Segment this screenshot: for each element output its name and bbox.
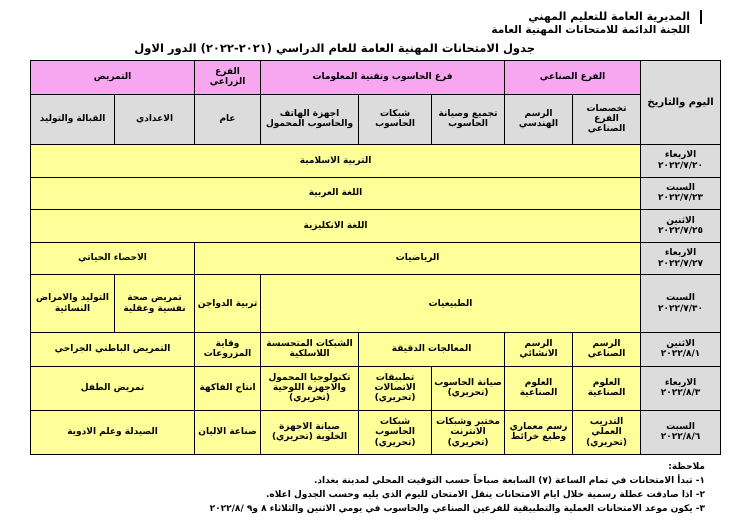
row-day-date (641, 333, 721, 367)
row-day: الاربعاء (664, 248, 697, 259)
row-date: ٢٠٢٢/٨/٦ (660, 432, 701, 443)
table-row (31, 210, 721, 243)
notes-section (210, 460, 705, 516)
exam-subject: الرياضيات (195, 242, 641, 275)
day-date-header: اليوم والتاريخ (641, 61, 721, 145)
table-row (31, 242, 721, 275)
row-date: ٢٠٢٢/٧/٣٠ (658, 303, 704, 314)
row-date: ٢٠٢٢/٨/٣ (660, 388, 701, 399)
subbranch-header-row (31, 94, 721, 144)
exam-subject-computer-assembly: مختبر وشبكات الانترنت (تحريري) (432, 410, 505, 454)
row-day-date (641, 275, 721, 333)
exam-subject-engineering-drawing: الرسم الانشائي (505, 333, 573, 367)
exam-subject: اللغة الانكليزية (31, 210, 641, 243)
directorate-name: المديرية العامة للتعليم المهني (528, 10, 690, 23)
exam-subject-nursing: تمريض الطفل (31, 366, 195, 410)
schedule-table (30, 60, 721, 455)
row-day: الاربعاء (664, 377, 697, 388)
nursing-branch-header: التمريض (31, 61, 195, 95)
row-day: الاثنين (666, 215, 695, 226)
exam-subject-engineering-drawing: العلوم الصناعية (505, 366, 573, 410)
row-date: ٢٠٢٢/٧/٢٥ (658, 225, 704, 236)
exam-subject-industrial-specs: التدريب العملي (تحريري) (573, 410, 641, 454)
row-day-date (641, 177, 721, 210)
note-2: ٢- اذا صادفت عطلة رسمية خلال ايام الامتحانات ينقل الامتحان لليوم الذي يليه وحسب الجدول اعلاه. (266, 490, 705, 500)
row-day-date (641, 145, 721, 178)
exam-subject-engineering-drawing: رسم معماري وطبع خرائط (505, 410, 573, 454)
row-date: ٢٠٢٢/٧/٢٧ (658, 258, 704, 269)
note-3: ٣- يكون موعد الامتحانات العملية والتطبيقية للفرعين الصناعي والحاسوب في يومي الاثنين والثلاثاء ٨ و٩ /٢٠٢٢/٨ (209, 504, 705, 514)
row-date: ٢٠٢٢/٨/١ (660, 349, 701, 360)
table-row (31, 333, 721, 367)
exam-subject-agri: انتاج الفاكهة (195, 366, 261, 410)
exam-subject-phones: الشبكات المتحسسة اللاسلكية (261, 333, 359, 367)
committee-name: اللجنة الدائمة للامتحانات المهنية العامة (491, 24, 690, 36)
exam-subject-computer-networks: تطبيقات الاتصالات (تحريري) (359, 366, 432, 410)
exam-subject: الطبيعيات (261, 275, 641, 333)
row-day: السبت (666, 293, 695, 304)
row-day-date (641, 366, 721, 410)
sub-computer-networks: شبكات الحاسوب (359, 94, 432, 144)
table-row (31, 366, 721, 410)
corner-mark (700, 10, 702, 24)
row-day: السبت (666, 422, 695, 433)
exam-subject-nursing: التمريض الباطني الجراحي (31, 333, 195, 367)
exam-subject-industrial-specs: الرسم الصناعي (573, 333, 641, 367)
row-day-date (641, 242, 721, 275)
exam-subject: التربية الاسلامية (31, 145, 641, 178)
exam-subject-computer-networks: شبكات الحاسوب (تحريري) (359, 410, 432, 454)
sub-computer-assembly: تجميع وصيانة الحاسوب (432, 94, 505, 144)
exam-subject-agri: صناعة الالبان (195, 410, 261, 454)
exam-subject-nursing-prep: تمريض صحة نفسية وعقلية (115, 275, 195, 333)
exam-subject-nursing-midwifery: التوليد والامراض النسائية (31, 275, 115, 333)
exam-subject-agri: وقاية المزروعات (195, 333, 261, 367)
notes-heading: ملاحظة: (668, 462, 705, 472)
exam-subject-agri: تربية الدواجن (195, 275, 261, 333)
row-day-date (641, 410, 721, 454)
exam-subject-phones: تكنولوجيا المحمول والاجهزة اللوحية (تحريري) (261, 366, 359, 410)
sub-industrial-specs: تخصصات الفرع الصناعي (573, 94, 641, 144)
table-row (31, 410, 721, 454)
sub-agri-general: عام (195, 94, 261, 144)
schedule-title: جدول الامتحانات المهنية العامة للعام الدراسي (٢٠٢١-٢٠٢٢) الدور الاول (134, 41, 535, 55)
table-row (31, 177, 721, 210)
exam-subject-computer: المعالجات الدقيقة (359, 333, 505, 367)
sub-engineering-drawing: الرسم الهندسي (505, 94, 573, 144)
row-date: ٢٠٢٢/٧/٢٠ (658, 160, 704, 171)
agricultural-branch-header: الفرع الزراعي (195, 61, 261, 95)
row-day-date (641, 210, 721, 243)
industrial-branch-header: الفرع الصناعي (505, 61, 641, 95)
sub-nursing-prep: الاعدادي (115, 94, 195, 144)
branch-header-row (31, 61, 721, 95)
exam-subject-nursing: الصيدلة وعلم الادوية (31, 410, 195, 454)
row-date: ٢٠٢٢/٧/٢٣ (658, 193, 704, 204)
row-day: الاربعاء (664, 150, 697, 161)
exam-subject-industrial-specs: العلوم الصناعية (573, 366, 641, 410)
row-day: الاثنين (666, 339, 695, 350)
sub-nursing-midwifery: القبالة والتوليد (31, 94, 115, 144)
exam-subject-computer-assembly: صيانة الحاسوب (تحريري) (432, 366, 505, 410)
table-row (31, 275, 721, 333)
exam-subject-nursing: الاحصاء الحياتي (31, 242, 195, 275)
sub-phones-laptops: اجهزة الهاتف والحاسوب المحمول (261, 94, 359, 144)
table-row (31, 145, 721, 178)
row-day: السبت (666, 183, 695, 194)
exam-subject: اللغة العربية (31, 177, 641, 210)
computer-branch-header: فرع الحاسوب وتقنية المعلومات (261, 61, 505, 95)
note-1: ١- تبدأ الامتحانات في تمام الساعة (٧) السابعة صباحاً حسب التوقيت المحلي لمدينة بغداد. (314, 476, 705, 486)
exam-subject-phones: صيانة الاجهزة الخلوية (تحريري) (261, 410, 359, 454)
